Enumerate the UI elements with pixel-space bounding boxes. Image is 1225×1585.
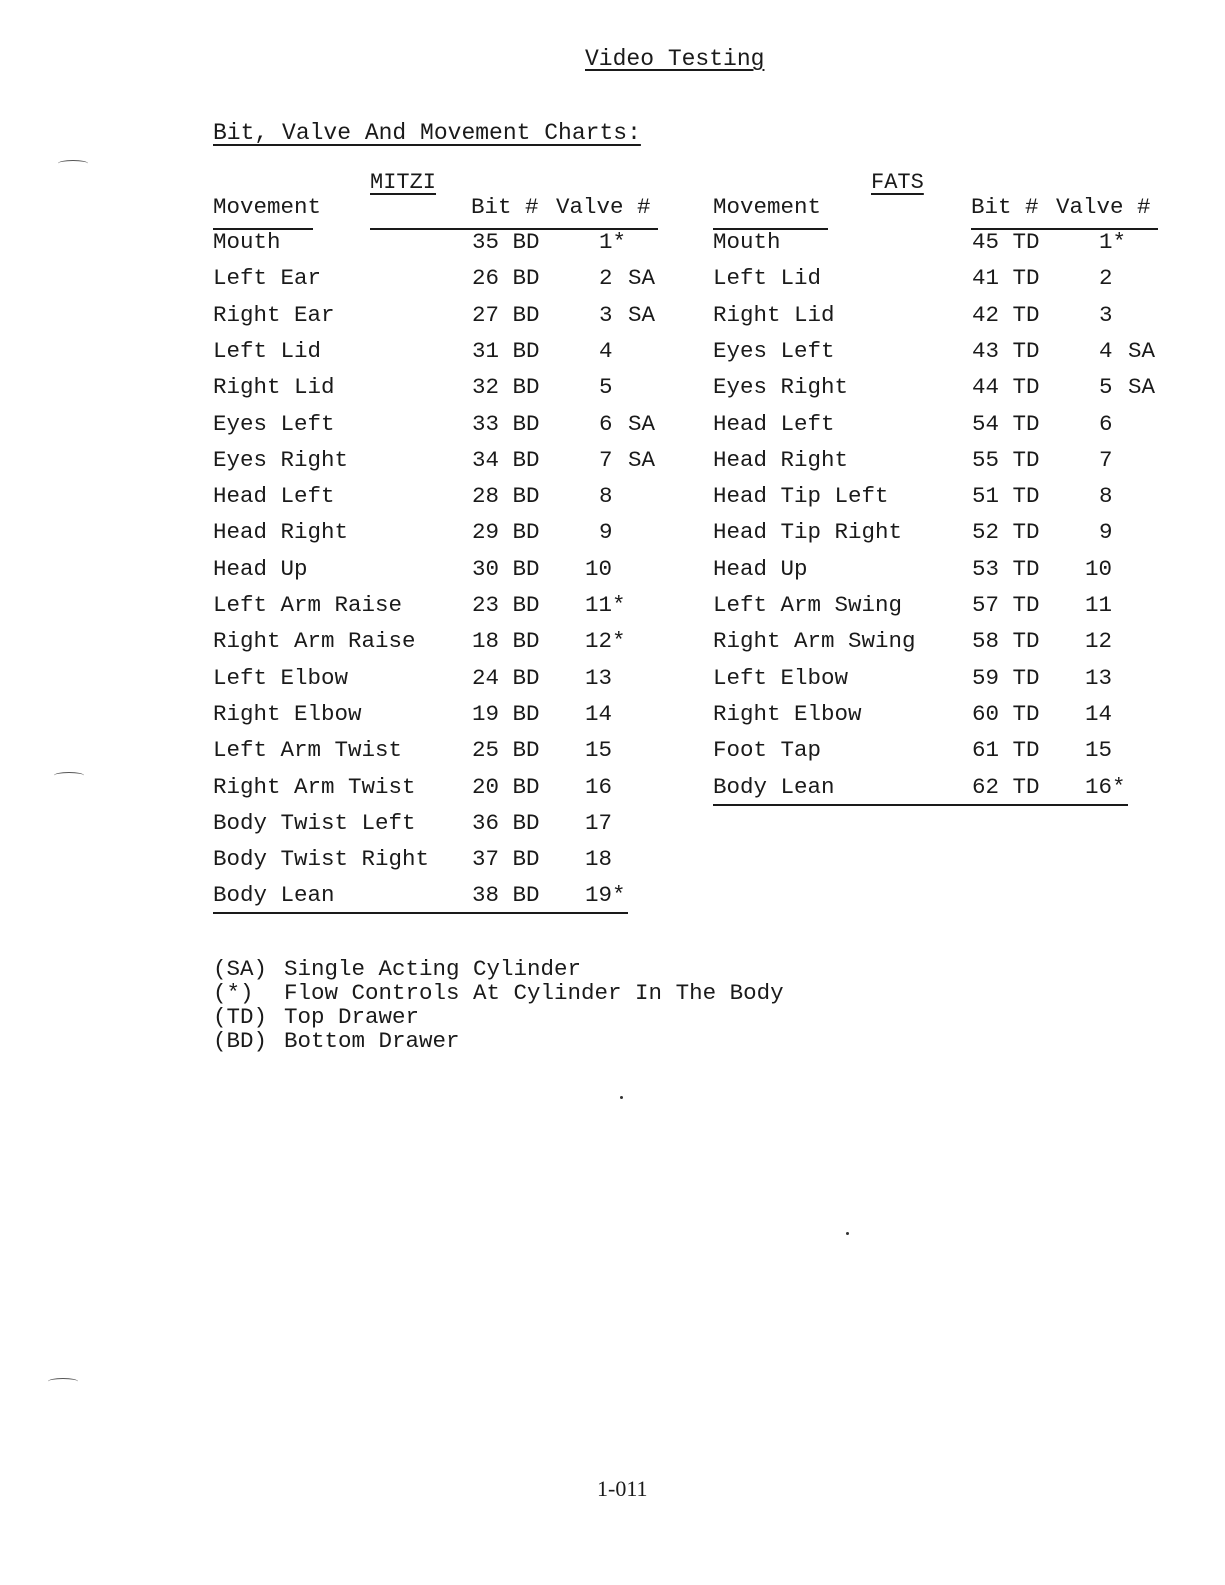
table-row [713,265,1133,295]
table-row [213,229,633,259]
cell-bit: 35 BD [472,229,540,255]
legend-text: Flow Controls At Cylinder In The Body [284,980,784,1006]
cell-movement: Mouth [713,229,781,255]
cell-bit: 44 TD [972,374,1040,401]
table-row [213,882,628,914]
table-row [713,774,1128,806]
table-row [213,701,633,731]
cell-valve: 5 [1099,374,1113,401]
legend-text: Bottom Drawer [284,1028,460,1054]
table-header [713,194,828,230]
cell-movement: Right Elbow [713,700,862,727]
cell-bit: 19 BD [472,700,540,727]
binder-hole-mark [58,160,88,167]
cell-bit: 18 BD [472,628,540,655]
cell-valve: 16* [1085,773,1126,800]
table-row [213,774,633,804]
cell-movement: Foot Tap [713,737,822,764]
cell-valve: 13 [585,664,613,691]
cell-movement: Right Elbow [213,700,362,727]
table-row [713,701,1133,731]
cell-bit: 38 BD [472,882,540,909]
cell-flag: SA [1128,337,1156,364]
cell-valve: 17 [585,809,613,836]
cell-bit: 25 BD [472,737,540,764]
table-row [713,628,1133,658]
header-bit: Bit # [471,194,539,220]
cell-movement: Left Lid [713,265,822,292]
cell-movement: Left Lid [213,337,322,364]
table-row [213,265,656,295]
cell-bit: 59 TD [972,664,1040,691]
cell-movement: Head Right [713,446,849,473]
table-header [971,194,1158,230]
cell-bit: 51 TD [972,483,1040,510]
page-subtitle: Bit, Valve And Movement Charts: [213,120,641,146]
cell-movement: Head Up [213,555,308,582]
table-row [213,338,633,368]
cell-valve: 9 [599,519,613,546]
cell-bit: 54 TD [972,410,1040,437]
cell-movement: Left Elbow [213,664,349,691]
table-row [713,337,1156,368]
table-name: MITZI [370,170,437,195]
cell-bit: 55 TD [972,446,1040,473]
cell-movement: Head Tip Right [713,519,903,546]
cell-valve: 10 [1085,555,1113,582]
cell-movement: Eyes Right [713,374,849,401]
cell-movement: Eyes Left [213,410,335,437]
header-movement: Movement [213,194,322,220]
page-title: Video Testing [585,46,765,72]
table-row [713,302,1133,332]
table-header [213,194,322,230]
cell-valve: 1* [599,229,627,255]
legend-text: Single Acting Cylinder [284,956,582,982]
cell-bit: 23 BD [472,592,540,618]
cell-valve: 11 [1085,592,1113,618]
cell-bit: 29 BD [472,519,540,546]
cell-valve: 4 [599,337,613,364]
header-valve: Valve # [556,194,651,220]
cell-bit: 45 TD [972,229,1040,255]
cell-movement: Head Left [713,410,835,437]
table-row [713,592,1133,622]
speck [620,1096,623,1099]
cell-flag: SA [628,410,656,437]
legend-key: (TD) [213,1004,268,1030]
cell-movement: Body Lean [713,773,835,800]
table-row [213,374,633,404]
cell-bit: 34 BD [472,446,540,473]
cell-valve: 6 [1099,410,1113,437]
table-row [713,447,1133,477]
table-row [213,592,633,622]
cell-bit: 32 BD [472,374,540,401]
cell-valve: 12 [1085,628,1113,655]
cell-bit: 20 BD [472,773,540,800]
table-row [213,556,633,586]
cell-bit: 24 BD [472,664,540,691]
cell-valve: 11* [585,592,626,618]
cell-bit: 58 TD [972,628,1040,655]
cell-flag: SA [628,265,656,292]
cell-bit: 27 BD [472,301,540,328]
table-name: FATS [871,170,924,195]
speck [846,1232,849,1235]
table-row [713,374,1156,404]
table-row [713,229,1133,259]
cell-valve: 2 [599,265,613,292]
cell-valve: 19* [585,882,626,909]
table-row [713,556,1133,586]
cell-valve: 15 [585,737,613,764]
cell-bit: 52 TD [972,519,1040,546]
cell-valve: 8 [1099,483,1113,510]
cell-valve: 2 [1099,265,1113,292]
cell-bit: 57 TD [972,592,1040,618]
binder-hole-mark [48,1378,78,1385]
cell-movement: Body Twist Right [213,846,430,873]
table-row [213,665,633,695]
cell-valve: 10 [585,555,613,582]
cell-valve: 3 [599,301,613,328]
table-row [213,628,633,658]
cell-bit: 31 BD [472,337,540,364]
binder-hole-mark [54,772,84,779]
cell-valve: 6 [599,410,613,437]
cell-movement: Left Arm Twist [213,737,403,764]
cell-movement: Right Lid [713,301,835,328]
table-row [213,737,633,767]
cell-valve: 9 [1099,519,1113,546]
cell-bit: 42 TD [972,301,1040,328]
table-row [713,519,1133,549]
cell-flag: SA [628,301,656,328]
cell-movement: Head Tip Left [713,483,889,510]
cell-valve: 16 [585,773,613,800]
cell-bit: 53 TD [972,555,1040,582]
cell-movement: Eyes Left [713,337,835,364]
cell-bit: 41 TD [972,265,1040,292]
cell-movement: Right Arm Swing [713,628,916,655]
cell-bit: 26 BD [472,265,540,292]
cell-valve: 14 [585,700,613,727]
legend-key: (BD) [213,1028,268,1054]
table-header [471,194,658,230]
table-row [713,665,1133,695]
cell-movement: Left Arm Swing [713,592,903,618]
cell-bit: 33 BD [472,410,540,437]
cell-valve: 7 [1099,446,1113,473]
cell-bit: 62 TD [972,773,1040,800]
fats-table [713,170,1173,820]
header-bit: Bit # [971,194,1039,220]
cell-movement: Body Lean [213,882,335,909]
cell-valve: 7 [599,446,613,473]
cell-valve: 18 [585,846,613,873]
cell-movement: Mouth [213,229,281,255]
cell-valve: 4 [1099,337,1113,364]
table-row [213,483,633,513]
cell-valve: 5 [599,374,613,401]
table-row [213,446,656,477]
legend-text: Top Drawer [284,1004,420,1030]
legend-key: (*) [213,980,254,1006]
legend-key: (SA) [213,956,268,982]
cell-movement: Head Right [213,519,349,546]
cell-bit: 30 BD [472,555,540,582]
table-row [213,301,656,332]
cell-valve: 12* [585,628,626,655]
cell-movement: Eyes Right [213,446,349,473]
cell-valve: 13 [1085,664,1113,691]
mitzi-table [213,170,663,920]
cell-valve: 15 [1085,737,1113,764]
cell-movement: Right Arm Raise [213,628,416,655]
cell-bit: 60 TD [972,700,1040,727]
table-row [213,846,633,876]
table-row [713,737,1133,767]
cell-bit: 28 BD [472,483,540,510]
cell-bit: 61 TD [972,737,1040,764]
cell-bit: 37 BD [472,846,540,873]
cell-flag: SA [1128,374,1156,401]
cell-bit: 36 BD [472,809,540,836]
table-row [713,483,1133,513]
cell-valve: 3 [1099,301,1113,328]
table-row [213,810,633,840]
cell-valve: 8 [599,483,613,510]
cell-bit: 43 TD [972,337,1040,364]
table-row [713,411,1133,441]
page-number: 1-011 [597,1476,648,1501]
header-valve: Valve # [1056,194,1151,220]
cell-movement: Right Lid [213,374,335,401]
cell-movement: Head Left [213,483,335,510]
cell-movement: Left Elbow [713,664,849,691]
table-row [213,410,656,441]
cell-movement: Body Twist Left [213,809,416,836]
cell-movement: Left Arm Raise [213,592,403,618]
cell-movement: Right Arm Twist [213,773,416,800]
cell-movement: Head Up [713,555,808,582]
cell-movement: Left Ear [213,265,322,292]
table-row [213,519,633,549]
cell-movement: Right Ear [213,301,335,328]
cell-valve: 14 [1085,700,1113,727]
header-movement: Movement [713,194,822,220]
cell-flag: SA [628,446,656,473]
cell-valve: 1* [1099,229,1127,255]
